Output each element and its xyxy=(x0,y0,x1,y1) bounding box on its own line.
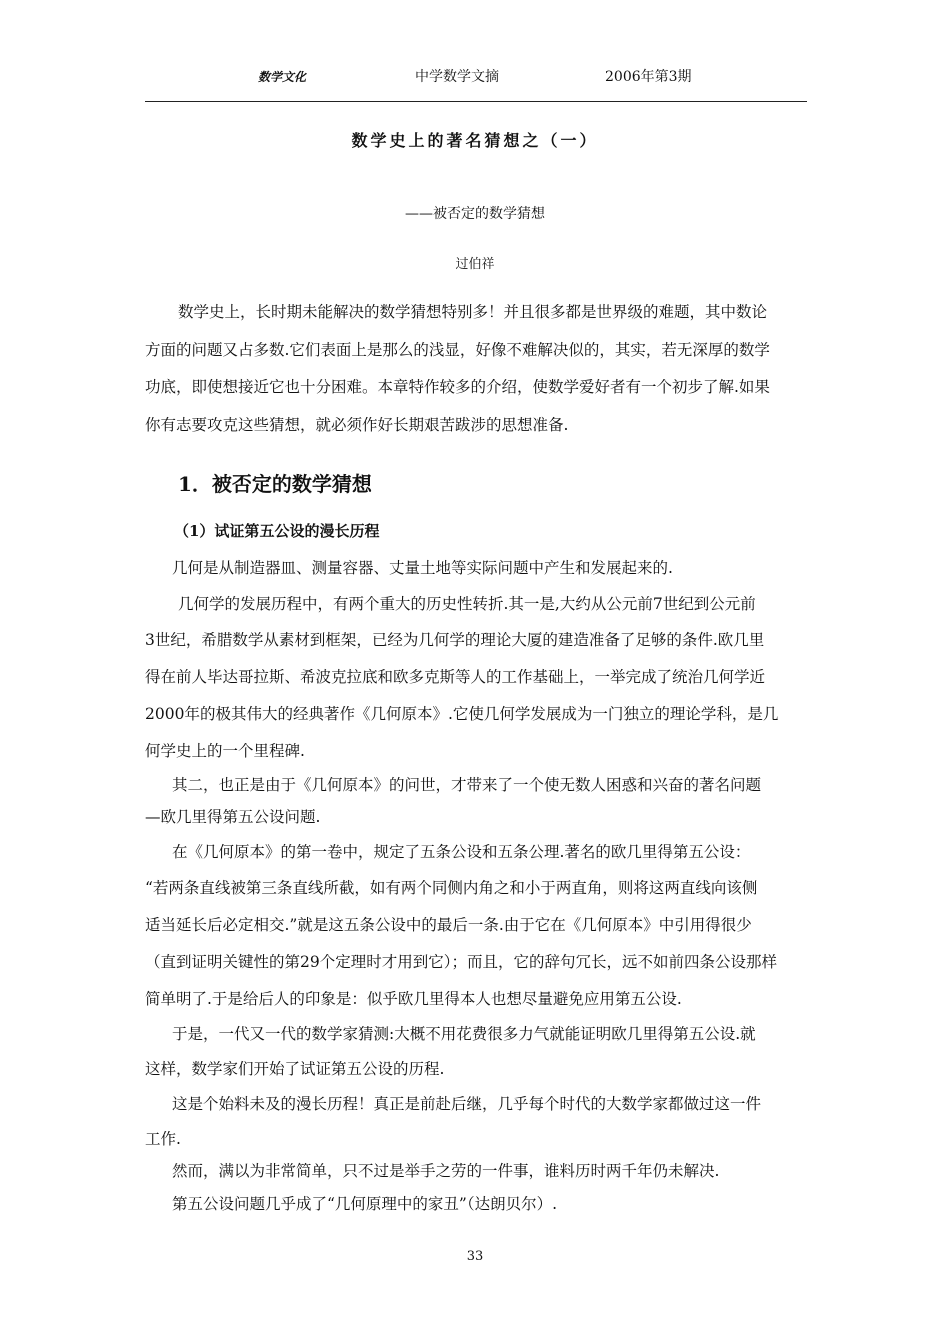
text-line: 功底，即使想接近它也十分困难。本章特作较多的介绍，使数学爱好者有一个初步了解.如果 xyxy=(145,378,770,396)
text-line: 适当延长后必定相交.”就是这五条公设中的最后一条.由于它在《几何原本》中引用得很少 xyxy=(145,916,752,934)
text-line: —欧几里得第五公设问题. xyxy=(145,808,321,826)
text-line: 第五公设问题几乎成了“几何原理中的家丑”（达朗贝尔）. xyxy=(172,1195,558,1213)
text-line: 这样，数学家们开始了试证第五公设的历程. xyxy=(145,1060,445,1078)
text-line: （直到证明关键性的第29个定理时才用到它）；而且，它的辞句冗长，远不如前四条公设那样 xyxy=(145,953,777,971)
text-line: 简单明了.于是给后人的印象是：似乎欧几里得本人也想尽量避免应用第五公设. xyxy=(145,990,682,1008)
text-line: “若两条直线被第三条直线所截，如有两个同侧内角之和小于两直角，则将这两直线向该侧 xyxy=(145,879,758,897)
subsection-heading: （1）试证第五公设的漫长历程 xyxy=(174,522,380,540)
text-line: 几何是从制造器皿、测量容器、丈量土地等实际问题中产生和发展起来的. xyxy=(172,559,673,577)
text-line: 几何学的发展历程中，有两个重大的历史性转折.其一是,大约从公元前7世纪到公元前 xyxy=(178,595,756,613)
running-header xyxy=(145,66,807,86)
text-line: 其二，也正是由于《几何原本》的问世，才带来了一个使无数人困惑和兴奋的著名问题 xyxy=(172,776,762,794)
article-title: 数学史上的著名猜想之（一） xyxy=(351,131,599,150)
text-line: 3世纪，希腊数学从素材到框架，已经为几何学的理论大厦的建造准备了足够的条件.欧几里 xyxy=(145,631,765,649)
text-line: 工作. xyxy=(145,1130,181,1148)
header-journal-name: 中学数学文摘 xyxy=(415,69,499,85)
article-subtitle: ——被否定的数学猜想 xyxy=(405,206,545,222)
text-line: 方面的问题又占多数.它们表面上是那么的浅显，好像不难解决似的，其实，若无深厚的数学 xyxy=(145,341,770,359)
text-line: 你有志要攻克这些猜想，就必须作好长期艰苦跋涉的思想准备. xyxy=(145,416,569,434)
header-rule xyxy=(145,101,807,102)
page-number: 33 xyxy=(466,1249,484,1264)
text-line: 得在前人毕达哥拉斯、希波克拉底和欧多克斯等人的工作基础上，一举完成了统治几何学近 xyxy=(145,668,766,686)
text-line: 这是个始料未及的漫长历程！真正是前赴后继，几乎每个时代的大数学家都做过这一件 xyxy=(172,1095,762,1113)
text-line: 然而，满以为非常简单，只不过是举手之劳的一件事，谁料历时两千年仍未解决. xyxy=(172,1162,720,1180)
header-column-name: 数学文化 xyxy=(258,70,307,84)
article-author: 过伯祥 xyxy=(455,257,495,272)
header-issue: 2006年第3期 xyxy=(605,69,692,85)
section-heading: 1．被否定的数学猜想 xyxy=(178,472,372,496)
text-line: 在《几何原本》的第一卷中，规定了五条公设和五条公理.著名的欧几里得第五公设： xyxy=(172,843,751,861)
text-line: 数学史上，长时期未能解决的数学猜想特别多！并且很多都是世界级的难题，其中数论 xyxy=(178,303,768,321)
text-line: 2000年的极其伟大的经典著作《几何原本》.它使几何学发展成为一门独立的理论学科，是几 xyxy=(145,705,779,723)
text-line: 何学史上的一个里程碑. xyxy=(145,742,305,760)
text-line: 于是，一代又一代的数学家猜测:大概不用花费很多力气就能证明欧几里得第五公设.就 xyxy=(172,1025,756,1043)
